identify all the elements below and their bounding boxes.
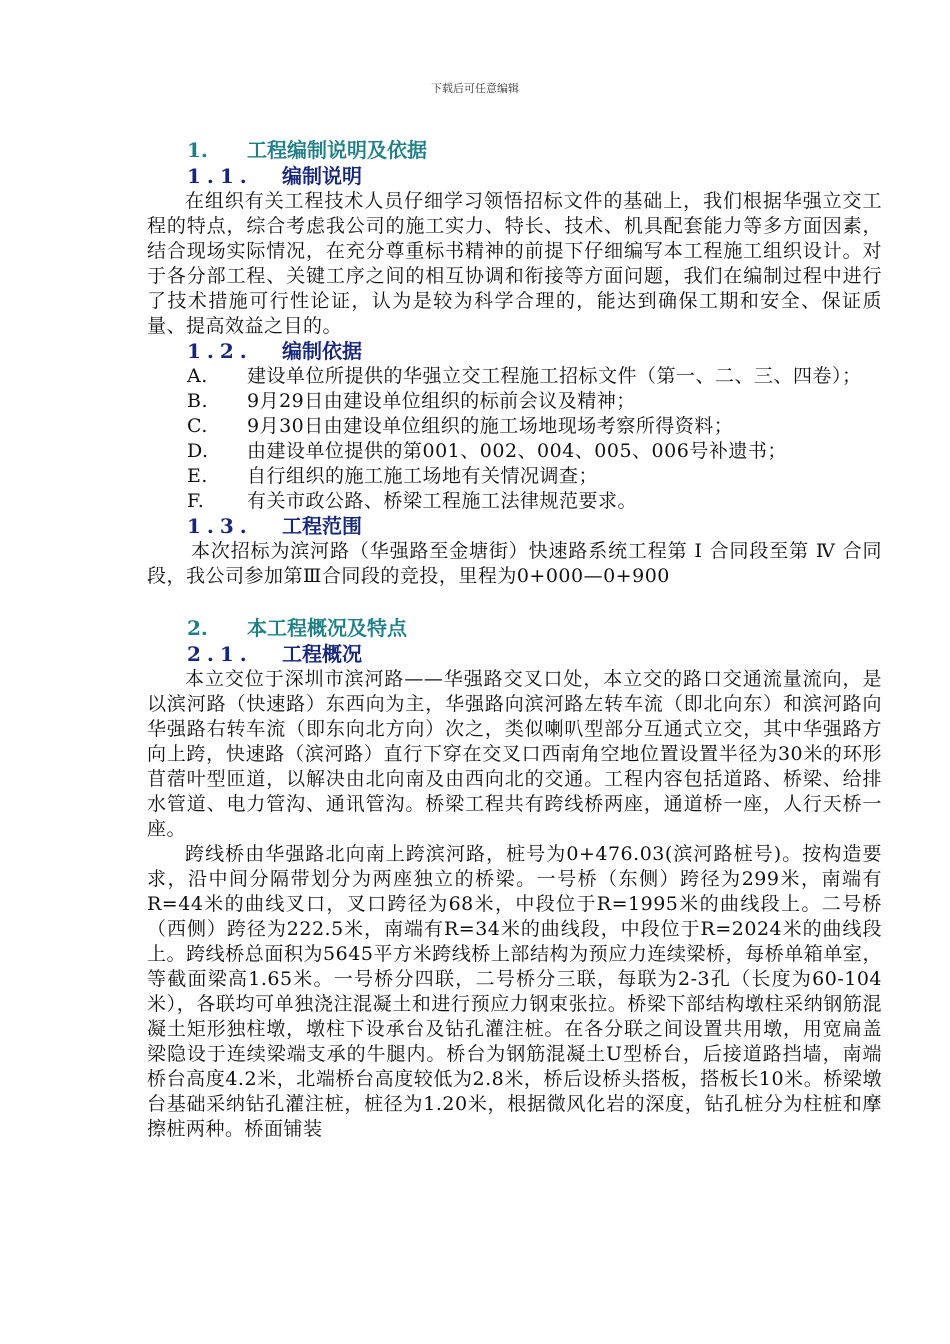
section-heading — [147, 136, 882, 164]
list-item — [147, 489, 882, 514]
section-number: 2. — [187, 616, 208, 640]
subsection-title: 工程范围 — [282, 514, 362, 538]
list-item-label: E. — [187, 465, 208, 487]
list-item — [147, 364, 882, 389]
section-heading — [147, 614, 882, 642]
list-item-text: 9月29日由建设单位组织的标前会议及精神； — [247, 390, 636, 412]
paragraph: 本次招标为滨河路（华强路至金塘街）快速路系统工程第 Ⅰ 合同段至第 Ⅳ 合同段，我公司参加第Ⅲ合同段的竞投，里程为0+000—0+900 — [147, 540, 882, 587]
subsection-heading — [147, 164, 882, 189]
subsection-title: 编制说明 — [282, 164, 362, 188]
list-item — [147, 389, 882, 414]
list-item — [147, 439, 882, 464]
subsection-number: 1.3. — [187, 514, 253, 538]
paragraph: 在组织有关工程技术人员仔细学习领悟招标文件的基础上，我们根据华强立交工程的特点，综合考虑我公司的施工实力、特长、技术、机具配套能力等多方面因素，结合现场实际情况，在充分尊重标书精神的前提下仔细编写本工程施工组织设计。对于各分部工程、关键工序之间的相互协调和衔接等方面问题，我们在编制过程中进行了技术措施可行性论证，认为是较为科学合理的，能达到确保工期和安全、保证质量、提高效益之目的。 — [147, 190, 882, 337]
document-body — [147, 136, 882, 1142]
spacer — [147, 589, 882, 614]
subsection-number: 1.1. — [187, 164, 253, 188]
subsection-number: 1.2. — [187, 339, 253, 363]
section-number: 1. — [187, 138, 208, 162]
list-item-text: 由建设单位提供的第001、002、004、005、006号补遗书； — [247, 440, 787, 462]
list-item-label: C. — [187, 415, 208, 437]
subsection-heading — [147, 642, 882, 667]
list-item-text: 有关市政公路、桥梁工程施工法律规范要求。 — [247, 490, 638, 512]
list-item — [147, 414, 882, 439]
subsection-title: 工程概况 — [282, 642, 362, 666]
list-item-label: A. — [187, 365, 208, 387]
subsection-heading — [147, 339, 882, 364]
list-item-text: 9月30日由建设单位组织的施工场地现场考察所得资料； — [247, 415, 734, 437]
section-title: 工程编制说明及依据 — [247, 138, 427, 162]
subsection-number: 2.1. — [187, 642, 253, 666]
list-item — [147, 464, 882, 489]
list-item-label: B. — [187, 390, 209, 412]
section-title: 本工程概况及特点 — [247, 616, 407, 640]
subsection-title: 编制依据 — [282, 339, 362, 363]
subsection-heading — [147, 514, 882, 539]
paragraph: 本立交位于深圳市滨河路——华强路交叉口处，本立交的路口交通流量流向，是以滨河路（快速路）东西向为主，华强路向滨河路左转车流（即北向东）和滨河路向华强路右转车流（即东向北方向）次之，类似喇叭型部分互通式立交，其中华强路方向上跨，快速路（滨河路）直行下穿在交叉口西南角空地位置设置半径为30米的环形苜蓿叶型匝道，以解决由北向南及由西向北的交通。工程内容包括道路、桥梁、给排水管道、电力管沟、通讯管沟。桥梁工程共有跨线桥两座，通道桥一座，人行天桥一座。 — [147, 668, 882, 840]
list-item-text: 自行组织的施工施工场地有关情况调查； — [247, 465, 599, 487]
page-header: 下载后可任意编辑 — [431, 82, 519, 95]
list-item-label: F. — [187, 490, 205, 512]
paragraph: 跨线桥由华强路北向南上跨滨河路，桩号为0+476.03(滨河路桩号)。按构造要求，沿中间分隔带划分为两座独立的桥梁。一号桥（东侧）跨径为299米，南端有R=44米的曲线叉口，叉口跨径为68米，中段位于R=1995米的曲线段上。二号桥（西侧）跨径为222.5米，南端有R=34米的曲线段，中段位于R=2024米的曲线段上。跨线桥总面积为5645平方米跨线桥上部结构为预应力连续梁桥，每桥单箱单室，等截面梁高1.65米。一号桥分四联，二号桥分三联，每联为2-3孔（长度为60-104米），各联均可单独浇注混凝土和进行预应力钢束张拉。桥梁下部结构墩柱采纳钢筋混凝土矩形独柱墩，墩柱下设承台及钻孔灌注桩。在各分联之间设置共用墩，用宽扁盖梁隐设于连续梁端支承的牛腿内。桥台为钢筋混凝土U型桥台，后接道路挡墙，南端桥台高度4.2米，北端桥台高度较低为2.8米，桥后设桥头搭板，搭板长10米。桥梁墩台基础采纳钻孔灌注桩，桩径为1.20米，根据微风化岩的深度，钻孔桩分为柱桩和摩擦桩两种。桥面铺装 — [147, 843, 882, 1140]
list-item-text: 建设单位所提供的华强立交工程施工招标文件（第一、二、三、四卷）； — [247, 365, 862, 387]
list-item-label: D. — [187, 440, 209, 462]
